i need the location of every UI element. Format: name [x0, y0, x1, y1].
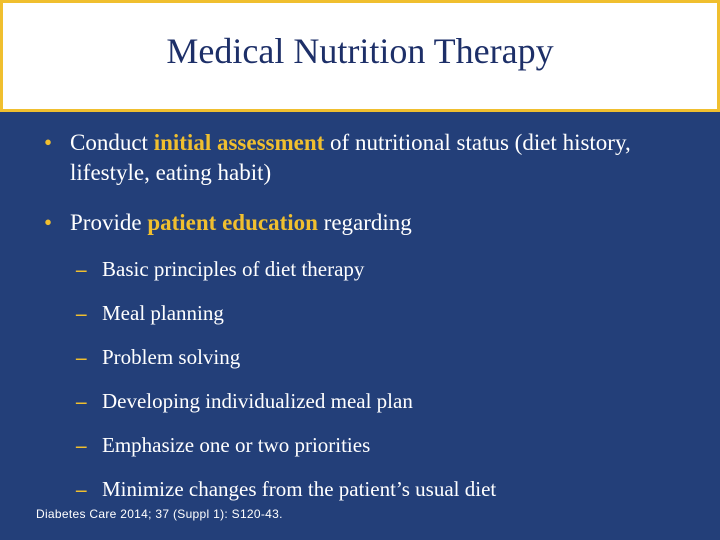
- bullet-text-pre: Conduct: [70, 130, 154, 155]
- sub-bullet-marker: –: [76, 389, 87, 413]
- bullet-marker: •: [44, 130, 53, 155]
- sub-bullet-item: [76, 296, 496, 340]
- sub-bullet-marker: –: [76, 345, 87, 369]
- bullet-marker: •: [44, 210, 53, 235]
- title-box: [0, 0, 720, 112]
- sub-bullet-marker: –: [76, 301, 87, 325]
- sub-bullet-marker: –: [76, 257, 87, 281]
- bullet-item: [44, 128, 684, 188]
- sub-bullet-text: Developing individualized meal plan: [102, 389, 413, 413]
- bullet-item: [44, 208, 684, 238]
- bullet-text-post: of nutritional status (diet history, lifestyle, eating habit): [70, 130, 631, 185]
- bullet-highlight: patient education: [147, 210, 318, 235]
- sub-bullet-text: Meal planning: [102, 301, 224, 325]
- bullet-text-pre: Provide: [70, 210, 148, 235]
- sub-bullet-item: [76, 252, 496, 296]
- bullet-highlight: initial assessment: [153, 130, 325, 155]
- bullet-text-post: regarding: [317, 210, 412, 235]
- sub-bullet-item: [76, 340, 496, 384]
- sub-bullet-list: [76, 252, 496, 516]
- sub-bullet-item: [76, 384, 496, 428]
- sub-bullet-item: [76, 428, 496, 472]
- sub-bullet-marker: –: [76, 433, 87, 457]
- citation: Diabetes Care 2014; 37 (Suppl 1): S120-43.: [36, 507, 283, 521]
- sub-bullet-marker: –: [76, 477, 87, 501]
- slide-title: Medical Nutrition Therapy: [166, 31, 554, 71]
- sub-bullet-text: Minimize changes from the patient’s usual diet: [102, 477, 497, 501]
- sub-bullet-text: Emphasize one or two priorities: [102, 433, 371, 457]
- sub-bullet-text: Problem solving: [102, 345, 241, 369]
- sub-bullet-text: Basic principles of diet therapy: [102, 257, 365, 281]
- bullet-list: [44, 128, 684, 258]
